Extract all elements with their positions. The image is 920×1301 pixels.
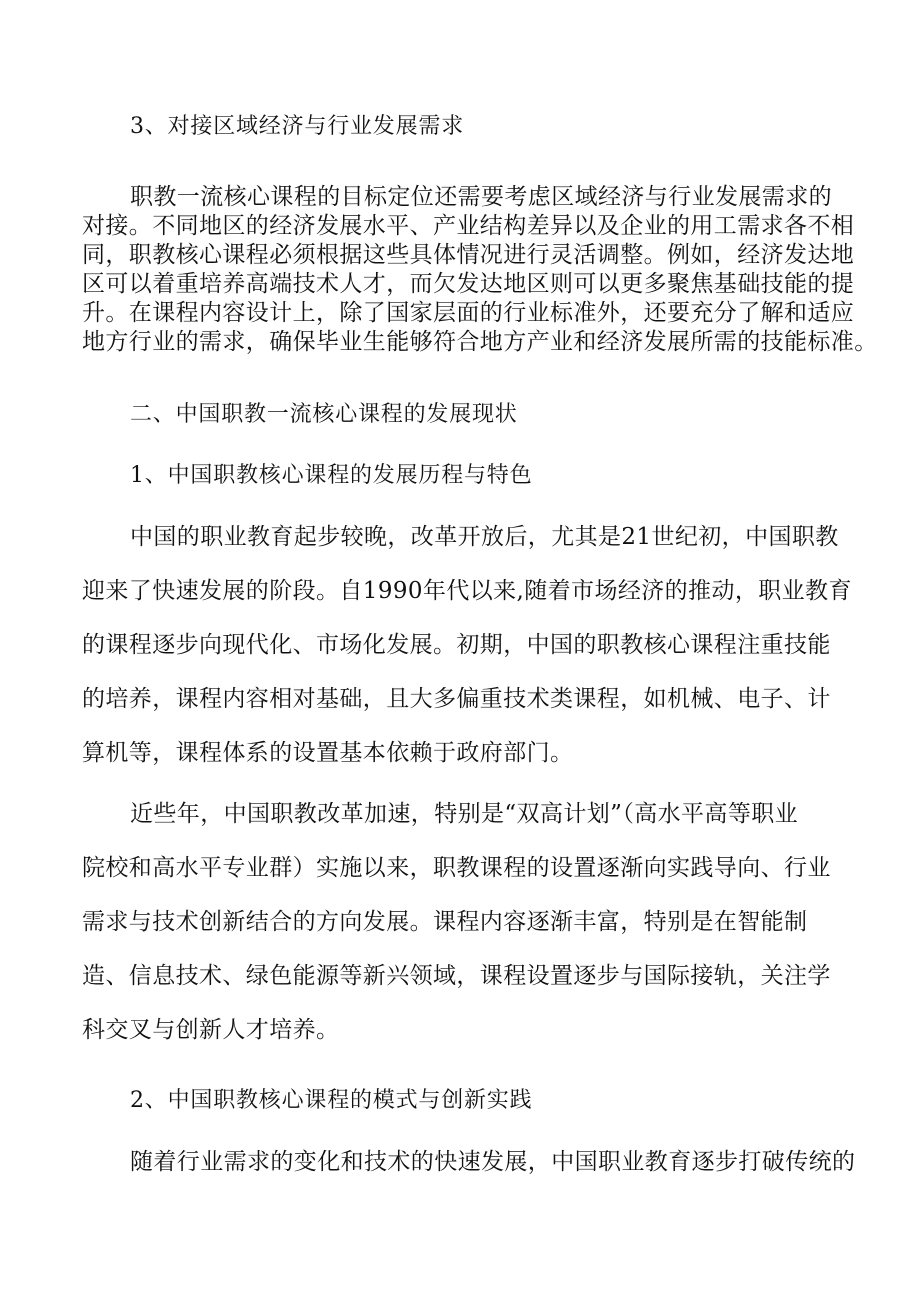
paragraph-line: 院校和高水平专业群）实施以来，职教课程的设置逐渐向实践导向、行业 xyxy=(82,855,831,881)
chapter-heading-development-status: 二、中国职教一流核心课程的发展现状 xyxy=(130,402,518,427)
paragraph-line: 升。在课程内容设计上，除了国家层面的行业标准外，还要充分了解和适应 xyxy=(82,300,855,326)
section-heading-history: 1、中国职教核心课程的发展历程与特色 xyxy=(130,463,533,488)
paragraph-line: 对接。不同地区的经济发展水平、产业结构差异以及企业的用工需求各不相 xyxy=(82,213,855,239)
section-heading-regional-demand: 3、对接区域经济与行业发展需求 xyxy=(130,114,464,139)
paragraph-line: 科交叉与创新人才培养。 xyxy=(82,1017,340,1043)
paragraph-line: 算机等，课程体系的设置基本依赖于政府部门。 xyxy=(82,740,574,766)
paragraph-line: 的课程逐步向现代化、市场化发展。初期，中国的职教核心课程注重技能 xyxy=(82,632,831,658)
paragraph-line: 随着行业需求的变化和技术的快速发展，中国职业教育逐步打破传统的 xyxy=(130,1149,856,1175)
paragraph-line: 需求与技术创新结合的方向发展。课程内容逐渐丰富，特别是在智能制 xyxy=(82,909,808,935)
paragraph-line: 区可以着重培养高端技术人才，而欠发达地区则可以更多聚焦基础技能的提 xyxy=(82,271,855,297)
paragraph-line: 近些年，中国职教改革加速，特别是“双高计划”（高水平高等职业 xyxy=(130,801,799,827)
paragraph-line: 迎来了快速发展的阶段。自1990年代以来,随着市场经济的推动，职业教育 xyxy=(82,578,852,604)
paragraph-line: 地方行业的需求，确保毕业生能够符合地方产业和经济发展所需的技能标准。 xyxy=(82,329,878,355)
paragraph-line: 职教一流核心课程的目标定位还需要考虑区域经济与行业发展需求的 xyxy=(130,184,832,210)
section-heading-model-innovation: 2、中国职教核心课程的模式与创新实践 xyxy=(130,1088,533,1113)
paragraph-line: 同，职教核心课程必须根据这些具体情况进行灵活调整。例如，经济发达地 xyxy=(82,242,855,268)
paragraph-line: 的培养，课程内容相对基础，且大多偏重技术类课程，如机械、电子、计 xyxy=(82,686,831,712)
paragraph-line: 中国的职业教育起步较晚，改革开放后，尤其是21世纪初，中国职教 xyxy=(130,524,839,550)
paragraph-line: 造、信息技术、绿色能源等新兴领域，课程设置逐步与国际接轨，关注学 xyxy=(82,963,831,989)
